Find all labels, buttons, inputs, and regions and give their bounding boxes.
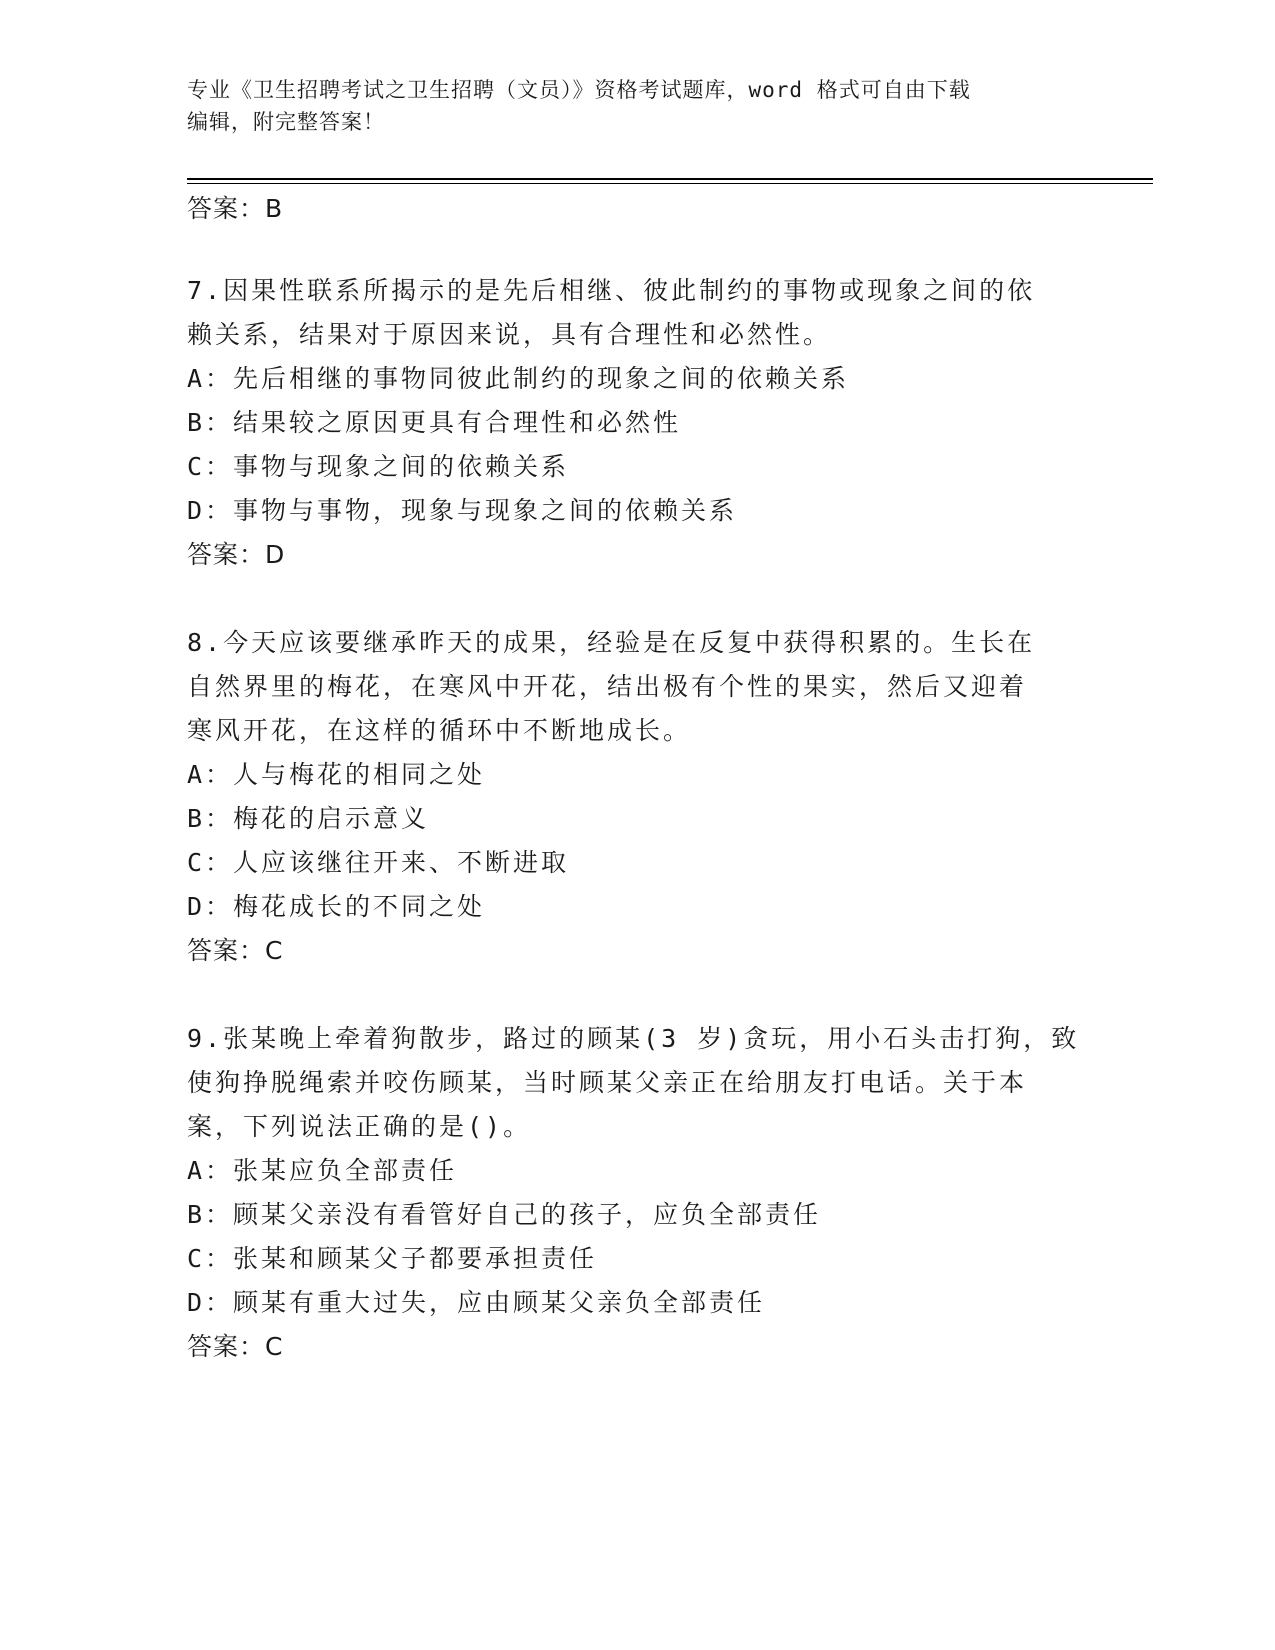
question-9-option-a: A：张某应负全部责任: [187, 1156, 458, 1185]
question-9-stem-line-1: 9.张某晚上牵着狗散步，路过的顾某(3 岁)贪玩，用小石头击打狗，致: [187, 1024, 1080, 1053]
question-9-option-b: B：顾某父亲没有看管好自己的孩子，应负全部责任: [187, 1200, 822, 1229]
question-9-option-d: D：顾某有重大过失，应由顾某父亲负全部责任: [187, 1288, 766, 1317]
header-line-1: 专业《卫生招聘考试之卫生招聘（文员）》资格考试题库，word 格式可自由下载: [187, 78, 971, 102]
question-9-answer: 答案：C: [187, 1332, 284, 1361]
question-7-answer: 答案：D: [187, 540, 286, 569]
previous-answer: 答案：B: [187, 194, 284, 223]
question-8-option-b: B：梅花的启示意义: [187, 804, 430, 833]
question-9-stem-line-2: 使狗挣脱绳索并咬伤顾某，当时顾某父亲正在给朋友打电话。关于本: [187, 1068, 1028, 1097]
question-8-option-a: A：人与梅花的相同之处: [187, 760, 486, 789]
question-9-option-c: C：张某和顾某父子都要承担责任: [187, 1244, 598, 1273]
question-8-option-c: C：人应该继往开来、不断进取: [187, 848, 570, 877]
header-line-2: 编辑，附完整答案！: [187, 110, 385, 134]
question-8-option-d: D：梅花成长的不同之处: [187, 892, 486, 921]
question-7-stem-line-1: 7.因果性联系所揭示的是先后相继、彼此制约的事物或现象之间的依: [187, 276, 1036, 305]
page-header: [187, 74, 1087, 138]
question-8-answer: 答案：C: [187, 936, 284, 965]
question-7-option-a: A：先后相继的事物同彼此制约的现象之间的依赖关系: [187, 364, 850, 393]
question-7-option-c: C：事物与现象之间的依赖关系: [187, 452, 570, 481]
question-7-option-b: B：结果较之原因更具有合理性和必然性: [187, 408, 682, 437]
question-8-stem-line-3: 寒风开花，在这样的循环中不断地成长。: [187, 716, 692, 745]
header-divider-thin: [187, 183, 1153, 184]
question-8-stem-line-2: 自然界里的梅花，在寒风中开花，结出极有个性的果实，然后又迎着: [187, 672, 1028, 701]
question-8-stem-line-1: 8.今天应该要继承昨天的成果，经验是在反复中获得积累的。生长在: [187, 628, 1036, 657]
question-7-option-d: D：事物与事物，现象与现象之间的依赖关系: [187, 496, 738, 525]
question-7-stem-line-2: 赖关系，结果对于原因来说，具有合理性和必然性。: [187, 320, 832, 349]
question-9-stem-line-3: 案，下列说法正确的是()。: [187, 1112, 532, 1141]
header-divider: [187, 178, 1153, 180]
